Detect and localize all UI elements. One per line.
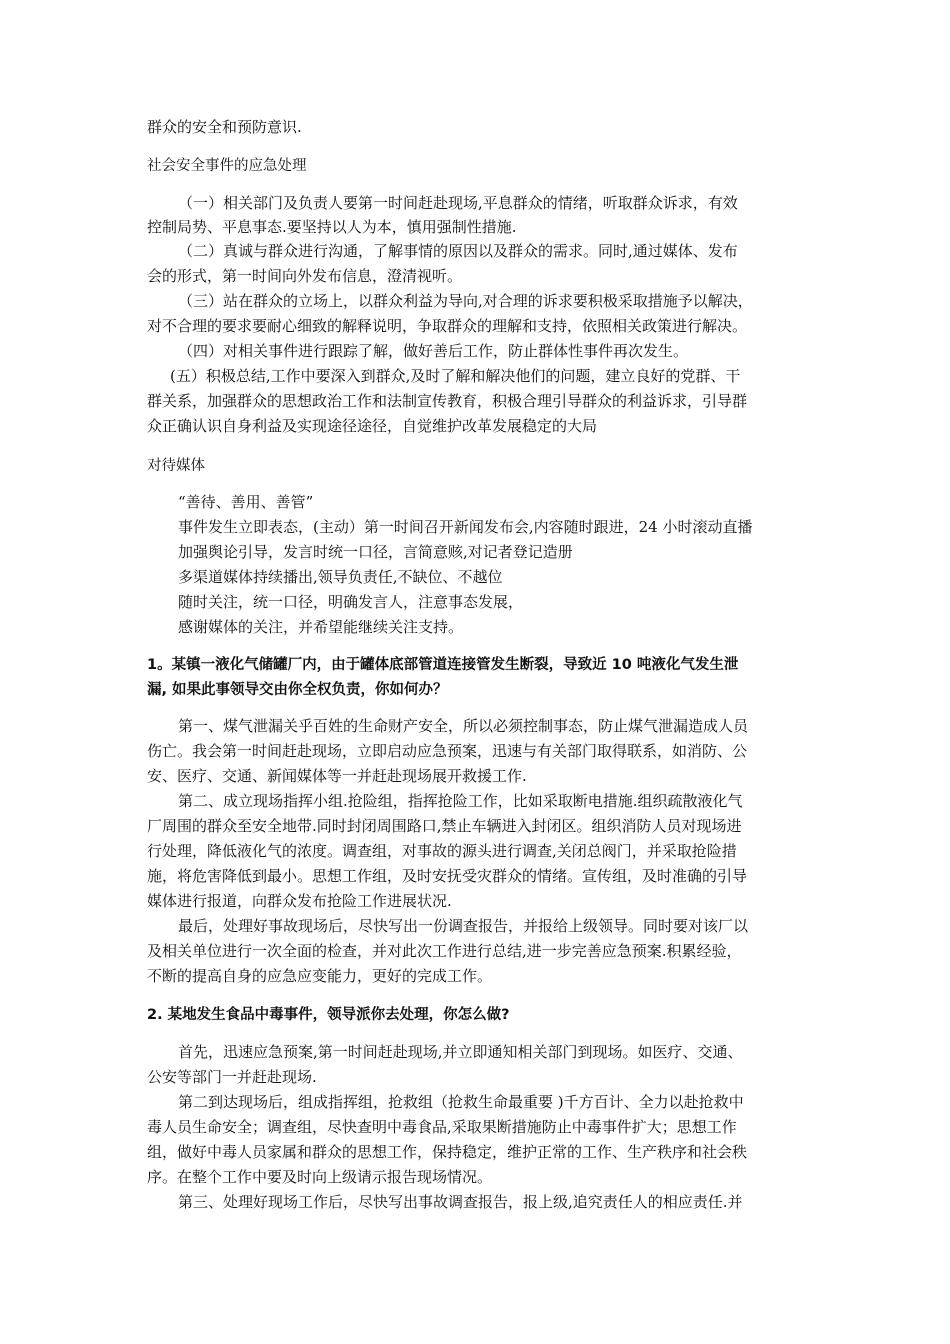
paragraph-line: 群关系，加强群众的思想政治工作和法制宣传教育，积极合理引导群众的利益诉求，引导群 xyxy=(147,392,748,410)
paragraph-line: 对不合理的要求要耐心细致的解释说明，争取群众的理解和支持，依照相关政策进行解决。 xyxy=(147,317,748,335)
paragraph-line: 安、医疗、交通、新闻媒体等一并赶赴现场展开救援工作. xyxy=(147,767,527,785)
paragraph-line: 媒体进行报道，向群众发布抢险工作进展状况. xyxy=(147,892,452,910)
paragraph-line: 组，做好中毒人员家属和群众的思想工作，保持稳定，维护正常的工作、生产秩序和社会秩 xyxy=(147,1143,748,1161)
paragraph-line: 加强舆论引导，发言时统一口径，言简意赅,对记者登记造册 xyxy=(178,543,573,561)
paragraph-line: 会的形式，第一时间向外发布信息，澄清视听。 xyxy=(147,267,463,285)
paragraph-line: 行处理，降低液化气的浓度。调查组，对事故的源头进行调查,关闭总阀门，并采取抢险措 xyxy=(147,842,737,860)
paragraph-line: 序。在整个工作中要及时向上级请示报告现场情况。 xyxy=(147,1168,493,1186)
paragraph-line: 及相关单位进行一次全面的检查，并对此次工作进行总结,进一步完善应急预案.积累经验， xyxy=(147,942,742,960)
paragraph-line: （三）站在群众的立场上，以群众利益为导向,对合理的诉求要积极采取措施予以解决， xyxy=(178,292,753,310)
question-heading: 1。某镇一液化气储罐厂内，由于罐体底部管道连接管发生断裂，导致近 10 吨液化气发生泄 xyxy=(147,657,739,673)
paragraph-line: 公安等部门一并赶赴现场. xyxy=(147,1068,317,1086)
paragraph-line: （二）真诚与群众进行沟通，了解事情的原因以及群众的需求。同时,通过媒体、发布 xyxy=(178,242,738,260)
paragraph-line: 第二、成立现场指挥小组.抢险组，指挥抢险工作，比如采取断电措施.组织疏散液化气 xyxy=(178,792,743,810)
paragraph-line: 伤亡。我会第一时间赶赴现场，立即启动应急预案，迅速与有关部门取得联系，如消防、公 xyxy=(147,742,748,760)
paragraph-line: 施，将危害降低到最小。思想工作组，及时安抚受灾群众的情绪。宣传组，及时准确的引导 xyxy=(147,867,748,885)
paragraph-line: 最后，处理好事故现场后，尽快写出一份调查报告，并报给上级领导。同时要对该厂以 xyxy=(178,917,749,935)
paragraph-line: 多渠道媒体持续播出,领导负责任,不缺位、不越位 xyxy=(178,568,503,586)
paragraph-line: 事件发生立即表态，(主动）第一时间召开新闻发布会,内容随时跟进，24 小时滚动直播 xyxy=(178,518,753,536)
question-heading: 漏, 如果此事领导交由你全权负责，你如何办？ xyxy=(147,682,448,698)
paragraph-line: 首先，迅速应急预案,第一时间赶赴现场,并立即通知相关部门到现场。如医疗、交通、 xyxy=(178,1043,743,1061)
paragraph-line: (五）积极总结,工作中要深入到群众,及时了解和解决他们的问题，建立良好的党群、干 xyxy=(170,367,741,385)
paragraph-line: 第二到达现场后，组成指挥组，抢救组（抢救生命最重要 )千方百计、全力以赴抢救中 xyxy=(178,1093,744,1111)
paragraph-line: 厂周围的群众至安全地带.同时封闭周围路口,禁止车辆进入封闭区。组织消防人员对现场进 xyxy=(147,817,742,835)
paragraph-line: “善待、善用、善管” xyxy=(178,493,314,511)
text-line: 群众的安全和预防意识. xyxy=(147,118,302,136)
paragraph-line: （四）对相关事件进行跟踪了解，做好善后工作，防止群体性事件再次发生。 xyxy=(178,342,689,360)
paragraph-line: 感谢媒体的关注，并希望能继续关注支持。 xyxy=(178,618,464,636)
paragraph-line: 众正确认识自身利益及实现途径途径，自觉维护改革发展稳定的大局 xyxy=(147,417,598,435)
paragraph-line: 第三、处理好现场工作后，尽快写出事故调查报告，报上级,追究责任人的相应责任.并 xyxy=(178,1193,743,1211)
section-heading: 社会安全事件的应急处理 xyxy=(147,158,307,174)
paragraph-line: 随时关注，统一口径，明确发言人，注意事态发展， xyxy=(178,593,524,611)
paragraph-line: （一）相关部门及负责人要第一时间赶赴现场,平息群众的情绪，听取群众诉求，有效 xyxy=(178,194,738,212)
paragraph-line: 控制局势、平息事态.要坚持以人为本，慎用强制性措施. xyxy=(147,218,517,236)
paragraph-line: 不断的提高自身的应急应变能力，更好的完成工作。 xyxy=(147,967,493,985)
paragraph-line: 毒人员生命安全；调查组，尽快查明中毒食品,采取果断措施防止中毒事件扩大；思想工作 xyxy=(147,1118,737,1136)
question-heading: 2. 某地发生食品中毒事件，领导派你去处理，你怎么做? xyxy=(147,1007,510,1023)
paragraph-line: 第一、煤气泄漏关乎百姓的生命财产安全，所以必须控制事态，防止煤气泄漏造成人员 xyxy=(178,717,749,735)
section-heading: 对待媒体 xyxy=(147,458,205,474)
